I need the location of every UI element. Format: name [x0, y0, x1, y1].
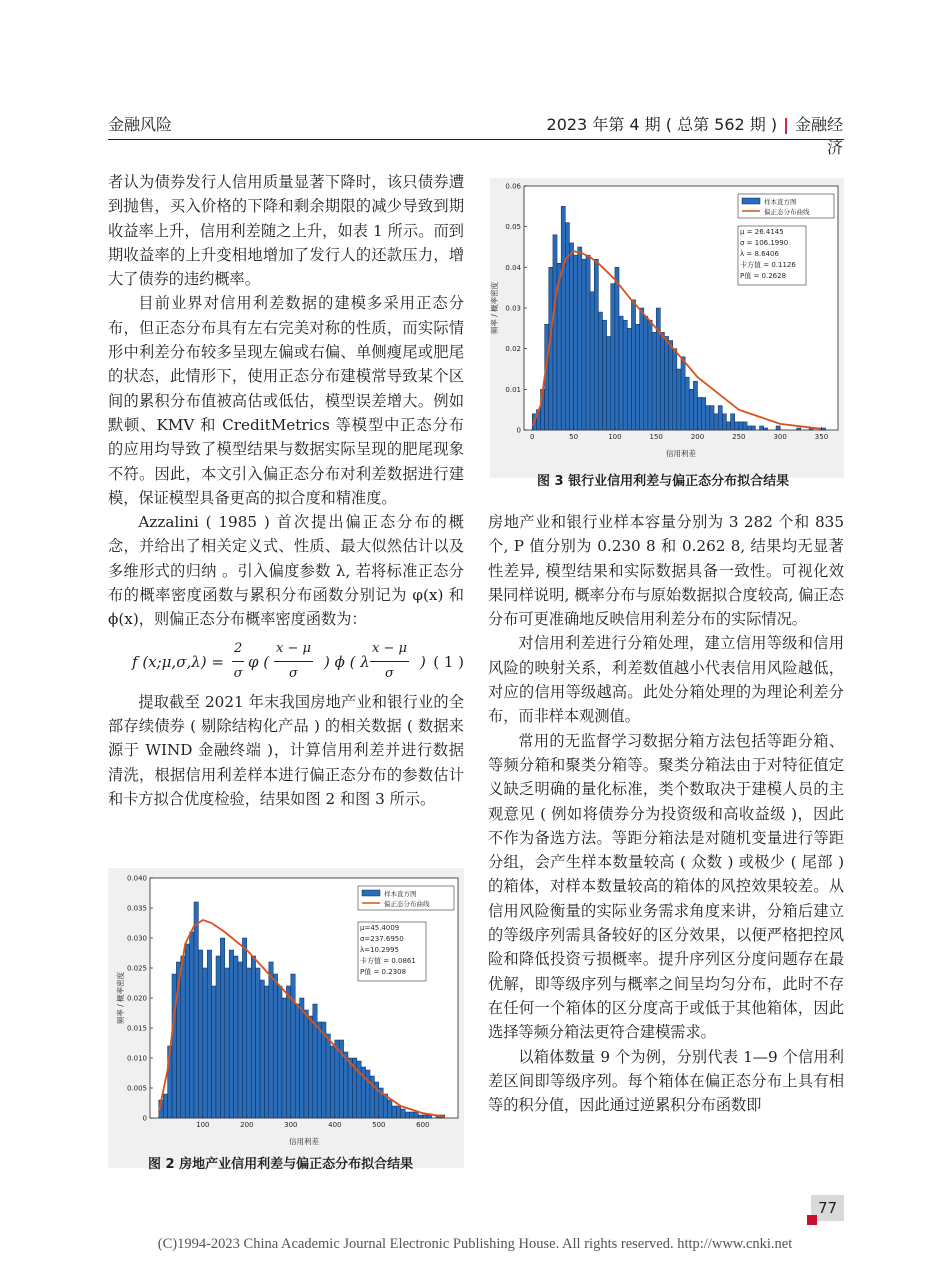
histogram-bar [251, 956, 255, 1118]
paragraph: 以箱体数量 9 个为例，分别代表 1—9 个信用利差区间即等级序列。每个箱体在偏正态分布上具有相等的积分值，因此通过逆累积分布函数即 [488, 1047, 844, 1115]
histogram-bar [194, 902, 198, 1118]
histogram-bar [396, 1106, 400, 1118]
stats-text: σ=237.6950 [360, 935, 404, 943]
y-tick-label: 0.040 [126, 874, 147, 883]
histogram-bar [731, 414, 735, 430]
histogram-bar [706, 406, 710, 430]
histogram-bar [594, 259, 598, 430]
histogram-bar [234, 956, 238, 1118]
histogram-bar [743, 422, 747, 430]
histogram-bar [344, 1052, 348, 1118]
y-tick-label: 0.01 [505, 385, 521, 394]
section-name: 金融经济 [794, 115, 843, 157]
page-number: 77 [811, 1195, 844, 1221]
x-tick-label: 250 [732, 433, 746, 441]
equation-number: ( 1 ) [433, 652, 464, 671]
y-tick-label: 0.035 [126, 904, 147, 913]
histogram-bar [747, 426, 751, 430]
stats-text: 卡方值 = 0.1126 [740, 261, 796, 269]
histogram-bar [693, 381, 697, 430]
issue-info: 2023 年第 4 期 ( 总第 562 期 ) [546, 115, 778, 134]
y-tick-label: 0.020 [126, 994, 147, 1003]
histogram-bar [388, 1100, 392, 1118]
histogram-bar [603, 320, 607, 430]
x-tick-label: 600 [416, 1121, 430, 1129]
histogram-bar [423, 1115, 427, 1118]
histogram-bar [722, 414, 726, 430]
y-tick-label: 0.03 [505, 304, 521, 313]
y-axis-label: 频率 / 概率密度 [116, 971, 125, 1025]
histogram-bar [300, 998, 304, 1118]
x-tick-label: 300 [773, 433, 787, 441]
y-axis-label: 频率 / 概率密度 [490, 281, 499, 335]
histogram-bar [392, 1106, 396, 1118]
histogram-bar [619, 316, 623, 430]
histogram-bar [207, 950, 211, 1118]
y-tick-label: 0 [516, 426, 521, 435]
histogram-bar [269, 962, 273, 1118]
legend-label: 偏正态分布曲线 [384, 900, 430, 908]
stats-text: 卡方值 = 0.0861 [360, 957, 416, 965]
legend-label: 样本直方图 [384, 890, 417, 898]
x-tick-label: 100 [608, 433, 622, 441]
running-header-left: 金融风险 [108, 115, 173, 134]
histogram-bar [677, 369, 681, 430]
histogram-bar [644, 316, 648, 430]
y-tick-label: 0.02 [505, 345, 521, 354]
histogram-bar [366, 1070, 370, 1118]
histogram-bar [735, 422, 739, 430]
histogram-bar [220, 938, 224, 1118]
histogram-bar [225, 968, 229, 1118]
running-header-right [545, 112, 843, 158]
histogram-bar [326, 1034, 330, 1118]
histogram-bar [718, 406, 722, 430]
histogram-bar [636, 324, 640, 430]
histogram-bar [561, 206, 565, 430]
paragraph: 者认为债券发行人信用质量显著下降时，该只债券遭到抛售，买入价格的下降和剩余期限的减少导致到期收益率上升，信用利差随之上升，如表 1 所示。而到期收益率的上升变相地增加了发行人的还款压力，增大了债券的违约概率。 [108, 173, 464, 289]
histogram-bar [565, 223, 569, 430]
histogram-bar [648, 320, 652, 430]
histogram-bar [335, 1040, 339, 1118]
histogram-bar [739, 422, 743, 430]
histogram-bar [656, 308, 660, 430]
paragraph: 对信用利差进行分箱处理，建立信用等级和信用风险的映射关系，利差数值越小代表信用风险越低，对应的信用等级越高。此处分箱处理的为理论利差分布，而非样本观测值。 [488, 634, 844, 726]
stats-text: μ = 26.4145 [740, 228, 784, 236]
y-tick-label: 0 [142, 1114, 147, 1123]
histogram-bar [664, 336, 668, 430]
histogram-bar [172, 974, 176, 1118]
histogram-bar [203, 968, 207, 1118]
histogram-bar [405, 1112, 409, 1118]
eq-lhs: f (x;μ,σ,λ) = [132, 652, 224, 671]
histogram-bar [308, 1016, 312, 1118]
y-tick-label: 0.04 [505, 263, 521, 272]
histogram-bar [190, 932, 194, 1118]
x-tick-label: 0 [530, 433, 535, 441]
paragraph: 目前业界对信用利差数据的建模多采用正态分布，但正态分布具有左右完美对称的性质，而实际情形中利差分布较多呈现左偏或右偏、单侧瘦尾或肥尾的状态，此情形下，使用正态分布建模常导致某个区间的累积分布值被高估或低估，模型误差增大。例如默顿、KMV 和 CreditMetrics 等模型中正态分布的应用均导致了模型结果与数据实际呈现的肥尾现象不符。因此，本文引入偏正态分布对利差数据进行建模，保证模型具备更高的拟合度和精准度。 [108, 294, 464, 507]
x-tick-label: 50 [569, 433, 579, 441]
histogram-bar [689, 389, 693, 430]
equation-1 [108, 634, 464, 684]
legend-bar-swatch [362, 890, 380, 896]
histogram-bar [631, 300, 635, 430]
histogram-bar [291, 974, 295, 1118]
histogram-bar [611, 284, 615, 430]
stats-text: P值 = 0.2628 [740, 272, 787, 280]
x-tick-label: 200 [240, 1121, 254, 1129]
histogram-bar [348, 1058, 352, 1118]
legend-bar-swatch [742, 198, 760, 204]
y-tick-label: 0.015 [126, 1024, 147, 1033]
histogram-bar [673, 349, 677, 430]
paragraph: 常用的无监督学习数据分箱方法包括等距分箱、等频分箱和聚类分箱等。聚类分箱法由于对特征值定义缺乏明确的量化标准，类个数取决于建模人员的主观意见 ( 例如将债券分为投资级和高收益级 )，因此不作为备选方法。等距分箱法是对随机变量进行等距分组，会产生样本数量较高 ( 众数 ) 或极少 ( 尾部 ) 的箱体，对样本数量较高的箱体的风控效果较差。从信用风险衡量的实际业务需求角度来讲，分箱后建立的等级序列需具备较好的区分效果，以便严格把控风险和降低投资亏损概率。提升序列区分度问题存在最优解，即等级序列与概率之间呈均匀分布，此时不存在任何一个箱体的区分度高于或低于其他箱体，因此选择等频分箱法更符合建模需求。 [488, 731, 844, 1042]
histogram-bar [163, 1094, 167, 1118]
histogram-bar [216, 956, 220, 1118]
histogram-bar [238, 962, 242, 1118]
x-tick-label: 500 [372, 1121, 386, 1129]
histogram-bar [764, 428, 768, 430]
histogram-bar [685, 377, 689, 430]
header-rule [108, 139, 844, 140]
histogram-bar [615, 267, 619, 430]
stats-text: P值 = 0.2308 [360, 968, 407, 976]
histogram-bar [627, 328, 631, 430]
figure-2-caption: 图 2 房地产业信用利差与偏正态分布拟合结果 [148, 1157, 414, 1172]
figure-3-chart [490, 178, 844, 478]
histogram-bar [427, 1115, 431, 1118]
histogram-bar [586, 255, 590, 430]
y-tick-label: 0.06 [505, 182, 521, 191]
histogram-bar [242, 938, 246, 1118]
eq-close: ) [420, 652, 426, 671]
histogram-bar [578, 247, 582, 430]
histogram-bar [304, 1010, 308, 1118]
histogram-bar [702, 397, 706, 430]
histogram-bar [256, 968, 260, 1118]
histogram-bar [264, 986, 268, 1118]
x-tick-label: 100 [196, 1121, 210, 1129]
copyright-line: (C)1994-2023 China Academic Journal Electronic Publishing House. All rights reserved. http://www.cnki.net [157, 1236, 793, 1252]
histogram-bar [212, 986, 216, 1118]
histogram-bar [260, 980, 264, 1118]
histogram-bar [582, 259, 586, 430]
histogram-bar [652, 332, 656, 430]
histogram-bar [590, 292, 594, 430]
histogram-bar [681, 357, 685, 430]
histogram-bar [295, 1004, 299, 1118]
right-column [488, 510, 844, 1117]
y-tick-label: 0.05 [505, 223, 521, 232]
histogram-bar [607, 336, 611, 430]
y-tick-label: 0.030 [126, 934, 147, 943]
histogram-bar [282, 998, 286, 1118]
x-axis-label: 信用利差 [289, 1137, 319, 1146]
histogram-bar [278, 986, 282, 1118]
histogram-bar [181, 956, 185, 1118]
histogram-bar [821, 428, 825, 430]
histogram-bar [698, 397, 702, 430]
histogram-bar [598, 312, 602, 430]
eq-mid: ) ϕ ( λ [324, 652, 370, 671]
histogram-bar [574, 255, 578, 430]
left-column [108, 170, 464, 811]
histogram-bar [247, 968, 251, 1118]
eq-frac: $\frac{x - \mu}{\sigma}$ [274, 637, 313, 687]
histogram-bar [313, 1004, 317, 1118]
histogram-bar [710, 406, 714, 430]
stats-text: λ=10.2995 [360, 946, 399, 954]
x-tick-label: 150 [649, 433, 663, 441]
stats-text: σ = 106.1990 [740, 239, 789, 247]
histogram-bar [640, 308, 644, 430]
y-tick-label: 0.025 [126, 964, 147, 973]
eq-frac: $\frac{x - \mu}{\sigma}$ [370, 637, 409, 687]
histogram-bar [330, 1046, 334, 1118]
x-tick-label: 300 [284, 1121, 298, 1129]
histogram-bar [751, 426, 755, 430]
y-tick-label: 0.010 [126, 1054, 147, 1063]
histogram-bar [317, 1022, 321, 1118]
histogram-bar [760, 426, 764, 430]
histogram-bar [410, 1112, 414, 1118]
x-tick-label: 200 [690, 433, 705, 441]
legend-label: 偏正态分布曲线 [764, 208, 810, 216]
histogram-bar [669, 341, 673, 430]
histogram-bar [623, 320, 627, 430]
paragraph: 提取截至 2021 年末我国房地产业和银行业的全部存续债券 ( 剔除结构化产品 ) 的相关数据 ( 数据来源于 WIND 金融终端 )，计算信用利差并进行数据清洗，根据信用利差样本进行偏正态分布的参数估计和卡方拟合优度检验，结果如图 2 和图 3 所示。 [108, 692, 464, 808]
figure-3-caption: 图 3 银行业信用利差与偏正态分布拟合结果 [537, 474, 790, 489]
histogram-bar [401, 1109, 405, 1118]
histogram-bar [414, 1112, 418, 1118]
histogram-bar [418, 1115, 422, 1118]
stats-text: μ=45.4009 [360, 924, 400, 932]
histogram-bar [229, 950, 233, 1118]
x-tick-label: 350 [814, 433, 829, 441]
histogram-bar [797, 428, 801, 430]
histogram-bar [553, 235, 557, 430]
paragraph: Azzalini ( 1985 ) 首次提出偏正态分布的概念，并给出了相关定义式、性质、最大似然估计以及多维形式的归纳 。引入偏度参数 λ, 若将标准正态分布的概率密度函数与累积分布函数分别记为 φ(x) 和 ϕ(x)，则偏正态分布概率密度函数为： [108, 513, 464, 629]
stats-text: λ = 8.6406 [740, 250, 779, 258]
histogram-bar [273, 974, 277, 1118]
page-mark [807, 1215, 817, 1225]
eq-frac: $\frac{2}{\sigma}$ [232, 637, 244, 687]
x-tick-label: 400 [328, 1121, 342, 1129]
paragraph: 房地产业和银行业样本容量分别为 3 282 个和 835 个, P 值分别为 0.230 8 和 0.262 8, 结果均无显著性差异, 模型结果和实际数据具备一致性。可视化效果同样说明, 概率分布与原始数据拟合度较高, 偏正态分布可更准确地反映信用利差分布的实际情况。 [488, 513, 844, 629]
histogram-bar [286, 986, 290, 1118]
histogram-bar [198, 950, 202, 1118]
legend-label: 样本直方图 [764, 198, 797, 206]
histogram-bar [660, 332, 664, 430]
histogram-bar [714, 414, 718, 430]
histogram-bar [726, 422, 730, 430]
x-axis-label: 信用利差 [666, 449, 696, 458]
eq-phi: φ ( [248, 652, 270, 671]
histogram-bar [185, 944, 189, 1118]
figure-2-chart [108, 868, 464, 1168]
header-separator: | [783, 115, 789, 134]
histogram-bar [569, 243, 573, 430]
y-tick-label: 0.005 [126, 1084, 147, 1093]
histogram-bar [776, 426, 780, 430]
